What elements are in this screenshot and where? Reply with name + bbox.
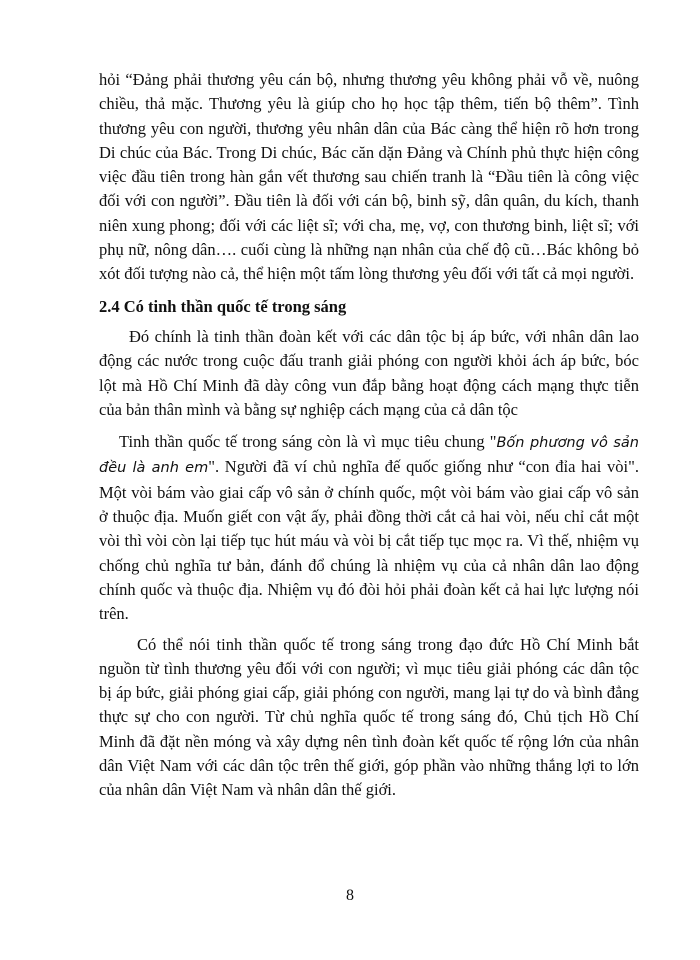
- paragraph-text-start: Tinh thần quốc tế trong sáng còn là vì mục tiêu chung ": [119, 432, 497, 452]
- paragraph-conclusion: Có thể nói tinh thần quốc tế trong sáng trong đạo đức Hồ Chí Minh bắt nguồn từ tình thương yêu đối với con người; vì mục tiêu giải phóng các dân tộc bị áp bức, giải phóng giai cấp, giải phóng con người, mang lại tự do và bình đẳng thực sự cho con người. Từ chủ nghĩa quốc tế trong sáng đó, Chủ tịch Hồ Chí Minh đã đặt nền móng và xây dựng nên tình đoàn kết quốc tế rộng lớn của nhân dân Việt Nam với các dân tộc trên thế giới, góp phần vào những thắng lợi to lớn của nhân dân Việt Nam và nhân dân thế giới.: [99, 634, 639, 800]
- paragraph-text-rest: ". Người đã ví chủ nghĩa đế quốc giống như “con đỉa hai vòi". Một vòi bám vào giai cấp vô sản ở chính quốc, một vòi bám vào giai cấp vô sản ở thuộc địa. Muốn giết con vật ấy, phải đồng thời cắt cả hai vòi, nếu chỉ cắt một vòi thì vòi còn lại tiếp tục hút máu và vòi bị cắt tiếp tục mọc ra. Vì thế, nhiệm vụ chống chủ nghĩa tư bản, đánh đổ chúng là nhiệm vụ của cả nhân dân lao động chính quốc và thuộc địa. Nhiệm vụ đó đòi hỏi phải đoàn kết cả hai lực lượng nói trên.: [99, 457, 639, 624]
- paragraph-international-spirit: Đó chính là tinh thần đoàn kết với các dân tộc bị áp bức, với nhân dân lao động các nước trong cuộc đấu tranh giải phóng con người khỏi ách áp bức, bóc lột mà Hồ Chí Minh đã dày công vun đắp bằng hoạt động cách mạng thực tiễn của bản thân mình và bằng sự nghiệp cách mạng của cả dân tộc: [99, 326, 639, 419]
- section-heading: 2.4 Có tinh thần quốc tế trong sáng: [99, 296, 347, 316]
- paragraph-continuation: hỏi “Đảng phải thương yêu cán bộ, nhưng thương yêu không phải vỗ về, nuông chiều, thả mặc. Thương yêu là giúp cho họ học tập thêm, tiến bộ thêm”. Tình thương yêu con người, thương yêu nhân dân của Bác càng thể hiện rõ hơn trong Di chúc của Bác. Trong Di chúc, Bác căn dặn Đảng và Chính phủ thực hiện công việc đầu tiên trong hàn gắn vết thương sau chiến tranh là “Đầu tiên là công việc đối với con người”. Đầu tiên là đối với cán bộ, binh sỹ, dân quân, du kích, thanh niên xung phong; đối với các liệt sĩ; với cha, mẹ, vợ, con thương binh, liệt sĩ; với phụ nữ, nông dân…. cuối cùng là những nạn nhân của chế độ cũ…Bác không bỏ xót đối tượng nào cả, thể hiện một tấm lòng thương yêu đối với tất cả mọi người.: [99, 70, 639, 284]
- page-number: 8: [346, 887, 354, 904]
- slogan-quote: Bốn phương vô sản đều là anh em: [99, 435, 639, 477]
- paragraph-common-goal: [99, 430, 639, 626]
- document-page: [99, 68, 639, 803]
